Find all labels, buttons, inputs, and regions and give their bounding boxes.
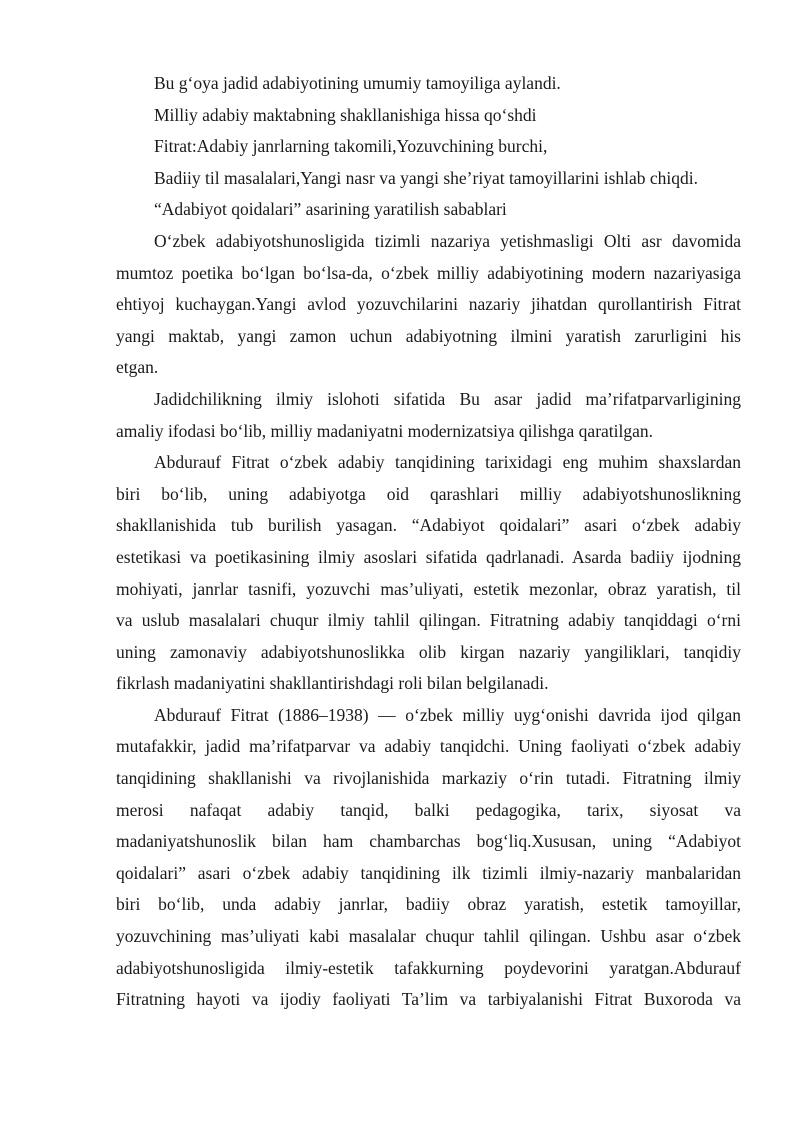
text-line: qoidalari” asari o‘zbek adabiy tanqidining ilk tizimli ilmiy-nazariy manbalaridan bbox=[116, 862, 741, 883]
text-line: estetikasi va poetikasining ilmiy asoslari sifatida qadrlanadi. Asarda badiiy ijodning bbox=[116, 546, 741, 567]
text-line: Fitratning hayoti va ijodiy faoliyati Ta’lim va tarbiyalanishi Fitrat Buxoroda va bbox=[116, 989, 741, 1010]
text-line: Abdurauf Fitrat o‘zbek adabiy tanqidining tarixidagi eng muhim shaxslardan bbox=[154, 452, 741, 473]
text-line: va uslub masalalari chuqur ilmiy tahlil qilingan. Fitratning adabiy tanqiddagi o‘rni bbox=[116, 610, 741, 631]
text-line: Jadidchilikning ilmiy islohoti sifatida Bu asar jadid ma’rifatparvarligining bbox=[154, 388, 741, 409]
text-line: Milliy adabiy maktabning shakllanishiga hissa qo‘shdi bbox=[154, 104, 537, 125]
text-line: mohiyati, janrlar tasnifi, yozuvchi mas’uliyati, estetik mezonlar, obraz yaratish, til bbox=[116, 578, 741, 599]
text-line: “Adabiyot qoidalari” asarining yaratilish sabablari bbox=[154, 199, 507, 220]
text-line: mumtoz poetika bo‘lgan bo‘lsa-da, o‘zbek milliy adabiyotining modern nazariyasiga bbox=[116, 262, 741, 283]
text-line: fikrlash madaniyatini shakllantirishdagi roli bilan belgilanadi. bbox=[116, 673, 549, 694]
text-line: Badiiy til masalalari,Yangi nasr va yangi she’riyat tamoyillarini ishlab chiqdi. bbox=[154, 167, 699, 188]
text-line: merosi nafaqat adabiy tanqid, balki pedagogika, tarix, siyosat va bbox=[116, 799, 741, 820]
text-line: yangi maktab, yangi zamon uchun adabiyotning ilmini yaratish zarurligini his bbox=[116, 325, 741, 346]
text-line: ehtiyoj kuchaygan.Yangi avlod yozuvchilarini nazariy jihatdan qurollantirish Fitrat bbox=[116, 294, 741, 315]
text-line: O‘zbek adabiyotshunosligida tizimli nazariya yetishmasligi Olti asr davomida bbox=[154, 230, 741, 251]
text-line: Fitrat:Adabiy janrlarning takomili,Yozuvchining burchi, bbox=[154, 136, 548, 157]
text-line: biri bo‘lib, uning adabiyotga oid qarashlari milliy adabiyotshunoslikning bbox=[116, 483, 741, 504]
text-line: tanqidining shakllanishi va rivojlanishida markaziy o‘rin tutadi. Fitratning ilmiy bbox=[116, 768, 741, 789]
text-line: uning zamonaviy adabiyotshunoslikka olib kirgan nazariy yangiliklari, tanqidiy bbox=[116, 641, 741, 662]
text-line: adabiyotshunosligida ilmiy-estetik tafakkurning poydevorini yaratgan.Abdurauf bbox=[116, 957, 741, 978]
text-line: etgan. bbox=[116, 357, 159, 378]
text-line: yozuvchining mas’uliyati kabi masalalar chuqur tahlil qilingan. Ushbu asar o‘zbek bbox=[116, 926, 741, 947]
text-line: biri bo‘lib, unda adabiy janrlar, badiiy obraz yaratish, estetik tamoyillar, bbox=[116, 894, 741, 915]
text-line: madaniyatshunoslik bilan ham chambarchas bog‘liq.Xususan, uning “Adabiyot bbox=[116, 831, 741, 852]
text-line: Abdurauf Fitrat (1886–1938) — o‘zbek milliy uyg‘onishi davrida ijod qilgan bbox=[154, 704, 741, 725]
document-page bbox=[116, 68, 741, 1016]
text-line: mutafakkir, jadid ma’rifatparvar va adabiy tanqidchi. Uning faoliyati o‘zbek adabiy bbox=[116, 736, 741, 757]
text-line: amaliy ifodasi bo‘lib, milliy madaniyatni modernizatsiya qilishga qaratilgan. bbox=[116, 420, 654, 441]
text-line: shakllanishida tub burilish yasagan. “Adabiyot qoidalari” asari o‘zbek adabiy bbox=[116, 515, 741, 536]
text-line: Bu g‘oya jadid adabiyotining umumiy tamoyiliga aylandi. bbox=[154, 73, 561, 93]
